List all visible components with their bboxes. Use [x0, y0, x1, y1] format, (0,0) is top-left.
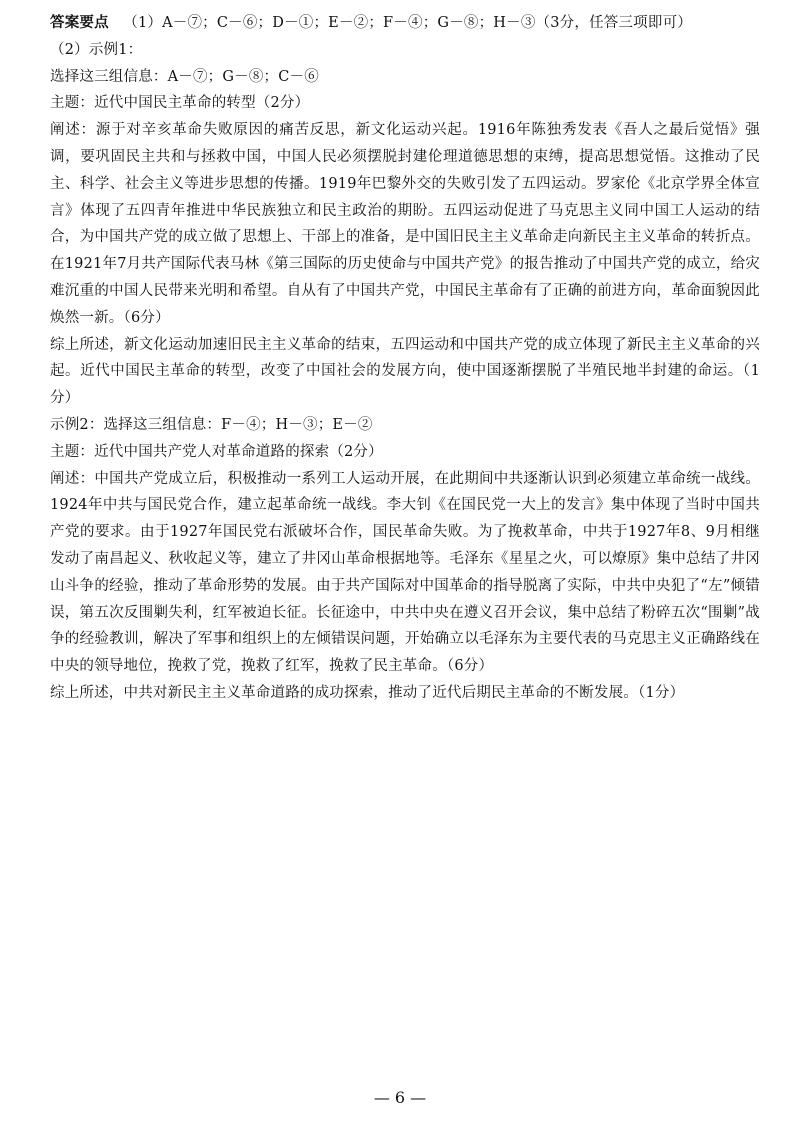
answer-key-heading: 答案要点	[50, 14, 109, 31]
answer-key-line	[50, 10, 760, 37]
example2-selection: 示例2：选择这三组信息：F－④；H－③；E－②	[50, 416, 373, 433]
example2-exposition: 阐述：中国共产党成立后，积极推动一系列工人运动开展，在此期间中共逐渐认识到必须建立革命统一战线。1924年中共与国民党合作，建立起革命统一战线。李大钊《在国民党一大上的发言》集中体现了当时中国共产党的要求。由于1927年国民党右派破坏合作，国民革命失败。为了挽救革命，中共于1927年8、9月相继发动了南昌起义、秋收起义等，建立了井冈山革命根据地等。毛泽东《星星之火，可以燎原》集中总结了井冈山斗争的经验，推动了革命形势的发展。由于共产国际对中国革命的指导脱离了实际，中共中央犯了“左”倾错误，第五次反围剿失利，红军被迫长征。长征途中，中共中央在遵义召开会议，集中总结了粉碎五次“围剿”战争的经验教训，解决了军事和组织上的左倾错误问题，开始确立以毛泽东为主要代表的马克思主义正确路线在中央的领导地位，挽救了党，挽救了红军，挽救了民主革命。（6分）	[50, 470, 760, 675]
example1-exposition: 阐述：源于对辛亥革命失败原因的痛苦反思，新文化运动兴起。1916年陈独秀发表《吾人之最后觉悟》强调，要巩固民主共和与拯救中国，中国人民必须摆脱封建伦理道德思想的束缚，提高思想觉悟。这推动了民主、科学、社会主义等进步思想的传播。1919年巴黎外交的失败引发了五四运动。罗家伦《北京学界全体宣言》体现了五四青年推进中华民族独立和民主政治的期盼。五四运动促进了马克思主义同中国工人运动的结合，为中国共产党的成立做了思想上、干部上的准备，是中国旧民主主义革命走向新民主主义革命的转折点。在1921年7月共产国际代表马林《第三国际的历史使命与中国共产党》的报告推动了中国共产党的成立，给灾难沉重的中国人民带来光明和希望。自从有了中国共产党，中国民主革命有了正确的前进方向，革命面貌因此焕然一新。（6分）	[50, 122, 760, 326]
example2-theme: 主题：近代中国共产党人对革命道路的探索（2分）	[50, 443, 383, 460]
example1-selection: 选择这三组信息：A－⑦；G－⑧；C－⑥	[50, 68, 319, 85]
example1-conclusion: 综上所述，新文化运动加速旧民主主义革命的结束，五四运动和中国共产党的成立体现了新民主主义革命的兴起。近代中国民主革命的转型，改变了中国社会的发展方向，使中国逐渐摆脱了半殖民地半封建的命运。（1分）	[50, 336, 760, 407]
part1-answers: （1）A－⑦；C－⑥；D－①；E－②；F－④；G－⑧；H－③（3分，任答三项即可）	[123, 15, 692, 31]
part2-label: （2）示例1：	[50, 41, 143, 58]
example1-theme: 主题：近代中国民主革命的转型（2分）	[50, 95, 310, 112]
page-number: — 6 —	[373, 1088, 427, 1107]
example2-conclusion: 综上所述，中共对新民主主义革命道路的成功探索，推动了近代后期民主革命的不断发展。（1分）	[50, 684, 685, 701]
answer-document	[50, 10, 760, 707]
